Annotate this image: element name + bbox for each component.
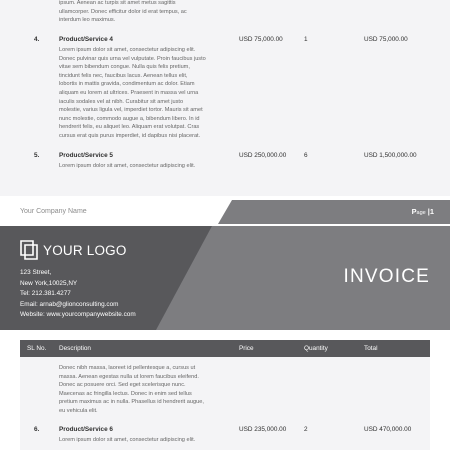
table-header <box>20 340 430 357</box>
header-description: Description <box>59 345 91 352</box>
header-total: Total <box>364 345 378 352</box>
item-description <box>59 46 239 141</box>
desc-line: nunc molestie, commodo augue a, bibendum libero. In id <box>59 115 200 122</box>
item-quantity: 6 <box>304 152 308 159</box>
desc-line: Donec ac posuere orci. Sed eget scelerisque nunc. <box>59 382 186 389</box>
continued-description <box>59 364 204 416</box>
desc-line: pretium maximus ac in nulla. Phasellus id hendrerit augue, <box>59 399 204 406</box>
row-number: 5. <box>34 152 40 159</box>
desc-line: iaculis sodales vel at nibh. Curabitur sit amet justo <box>59 98 184 105</box>
address-line: 123 Street, <box>20 269 52 276</box>
desc-line: Donec pulvinar quis urna vel vulputate. Proin faucibus justo <box>59 55 206 62</box>
desc-line: eu vehicula elit. <box>59 407 98 414</box>
page-number: Page |1 <box>411 207 434 216</box>
item-name: Product/Service 5 <box>59 152 113 159</box>
item-total: USD 75,000.00 <box>364 36 408 43</box>
header-price: Price <box>239 345 254 352</box>
company-name: Your Company Name <box>20 208 87 215</box>
company-logo <box>20 240 127 260</box>
item-price: USD 235,000.00 <box>239 426 287 433</box>
row-number: 4. <box>34 36 40 43</box>
desc-line: Lorem ipsum dolor sit amet, consectetur adipiscing elit. <box>59 47 196 53</box>
desc-line: Maecenas ac fringilla lectus. Donec in enim sed tellus <box>59 390 192 397</box>
desc-line: Lorem ipsum dolor sit amet, consectetur adipiscing elit. <box>59 163 196 169</box>
item-price: USD 250,000.00 <box>239 152 287 159</box>
website-line: Website: www.yourcompanywebsite.com <box>20 311 136 319</box>
item-description <box>59 436 195 445</box>
desc-line: Donec nibh massa, laoreet id pellentesque a, cursus ut <box>59 365 196 371</box>
item-name: Product/Service 4 <box>59 36 113 43</box>
item-description <box>59 162 195 171</box>
item-name: Product/Service 6 <box>59 426 113 433</box>
desc-line: massa. Aenean egestas nulla ut lorem faucibus eleifend. <box>59 373 199 380</box>
logo-square-icon <box>20 240 38 260</box>
desc-line: Lorem ipsum dolor sit amet, consectetur adipiscing elit. <box>59 437 196 443</box>
desc-line: ipsum. Aenean ac turpis sit amet metus sagittis <box>59 0 176 6</box>
address-line: New York,10025,NY <box>20 279 78 287</box>
item-quantity: 2 <box>304 426 308 433</box>
header-quantity: Quantity <box>304 345 328 352</box>
desc-line: aliquam eu lorem at ultrices. Praesent in massa vel urna <box>59 89 199 96</box>
desc-line: interdum leo maximus. <box>59 17 116 24</box>
company-address <box>20 268 136 321</box>
desc-line: tincidunt felis nec, faucibus lacus. Aenean tellus elit, <box>59 72 188 79</box>
phone-line: Tel: 212.381.4277 <box>20 290 71 298</box>
item-price: USD 75,000.00 <box>239 36 283 43</box>
desc-line: vitae sem bibendum congue. Nulla quis felis pretium, <box>59 64 190 71</box>
logo-text: YOUR LOGO <box>43 242 127 258</box>
desc-line: hendrerit felis, eu aliquet leo. Aliquam erat volutpat. Cras <box>59 124 200 131</box>
email-line: Email: arnab@glionconsulting.com <box>20 300 119 308</box>
item-quantity: 1 <box>304 36 308 43</box>
item-total: USD 1,500,000.00 <box>364 152 417 159</box>
desc-line: ullamcorper. Donec efficitur dolor id erat tempus, ac <box>59 8 187 15</box>
row-number: 6. <box>34 426 40 433</box>
invoice-title: INVOICE <box>343 266 430 287</box>
desc-line: molestie, varius ligula vel, imperdiet tortor. Mauris sit amet <box>59 107 203 114</box>
desc-line: lobortis in mattis gravida, condimentum ac dolor. Etiam <box>59 81 195 88</box>
desc-line: cursus erat quis purus imperdiet, id dapibus nisi placerat. <box>59 132 201 139</box>
header-sl-no: SL No. <box>27 345 47 352</box>
item-total: USD 470,000.00 <box>364 426 412 433</box>
